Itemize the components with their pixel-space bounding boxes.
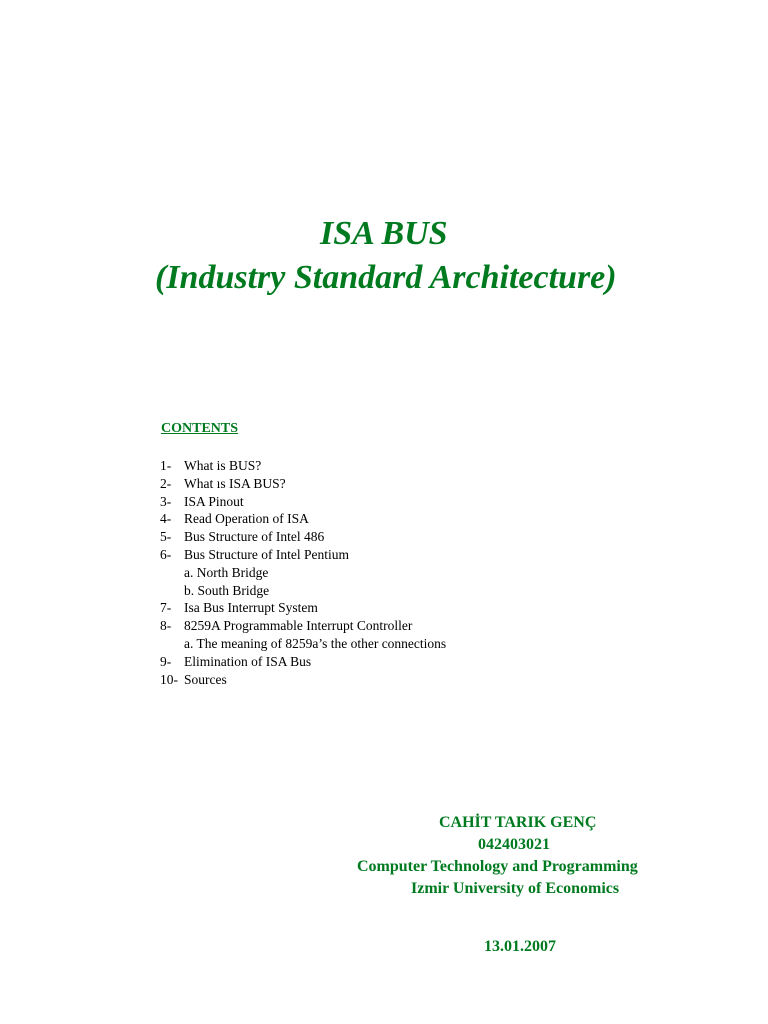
toc-item-text: Bus Structure of Intel Pentium [184,546,349,562]
toc-item-text: Bus Structure of Intel 486 [184,529,325,545]
toc-item-number: 1- [160,458,172,473]
toc-item-text: What is BUS? [184,458,262,473]
toc-item-text: Isa Bus Interrupt System [184,600,318,616]
table-of-contents [160,457,446,688]
title-line-2: (Industry Standard Architecture) [155,259,617,296]
department: Computer Technology and Programming [357,858,638,875]
toc-item-number: 5- [160,529,172,545]
contents-heading: CONTENTS [161,421,239,436]
toc-item [160,528,446,546]
student-id: 042403021 [478,836,550,853]
toc-item-number: 10- [160,671,178,687]
toc-item-text: a. The meaning of 8259a’s the other connections [184,635,447,651]
document-date: 13.01.2007 [484,938,556,955]
toc-subitem [160,582,446,600]
toc-item [160,617,446,635]
toc-item-text: What ıs ISA BUS? [184,475,286,491]
toc-item [160,510,446,528]
toc-item-number: 4- [160,511,172,527]
toc-item-text: b. South Bridge [184,582,270,598]
toc-item-text: 8259A Programmable Interrupt Controller [184,618,413,634]
toc-subitem [160,564,446,582]
toc-item-text: Elimination of ISA Bus [184,653,312,669]
university: Izmir University of Economics [411,880,620,897]
toc-subitem [160,635,446,653]
toc-item [160,599,446,617]
toc-item-text: a. North Bridge [184,564,269,580]
toc-item [160,475,446,493]
toc-item [160,653,446,671]
toc-item-number: 9- [160,653,172,669]
title-line-1: ISA BUS [320,215,448,252]
toc-item-number: 3- [160,493,172,509]
toc-item-text: ISA Pinout [184,493,244,509]
toc-item [160,457,446,475]
toc-item-number: 2- [160,475,172,491]
toc-item-text: Sources [184,671,227,687]
toc-item-number: 6- [160,546,172,562]
toc-item-text: Read Operation of ISA [184,511,309,527]
toc-item [160,493,446,511]
toc-item-number: 8- [160,618,172,634]
author-name: CAHİT TARIK GENÇ [439,814,597,831]
toc-item-number: 7- [160,600,172,616]
toc-item [160,671,446,689]
toc-item [160,546,446,564]
